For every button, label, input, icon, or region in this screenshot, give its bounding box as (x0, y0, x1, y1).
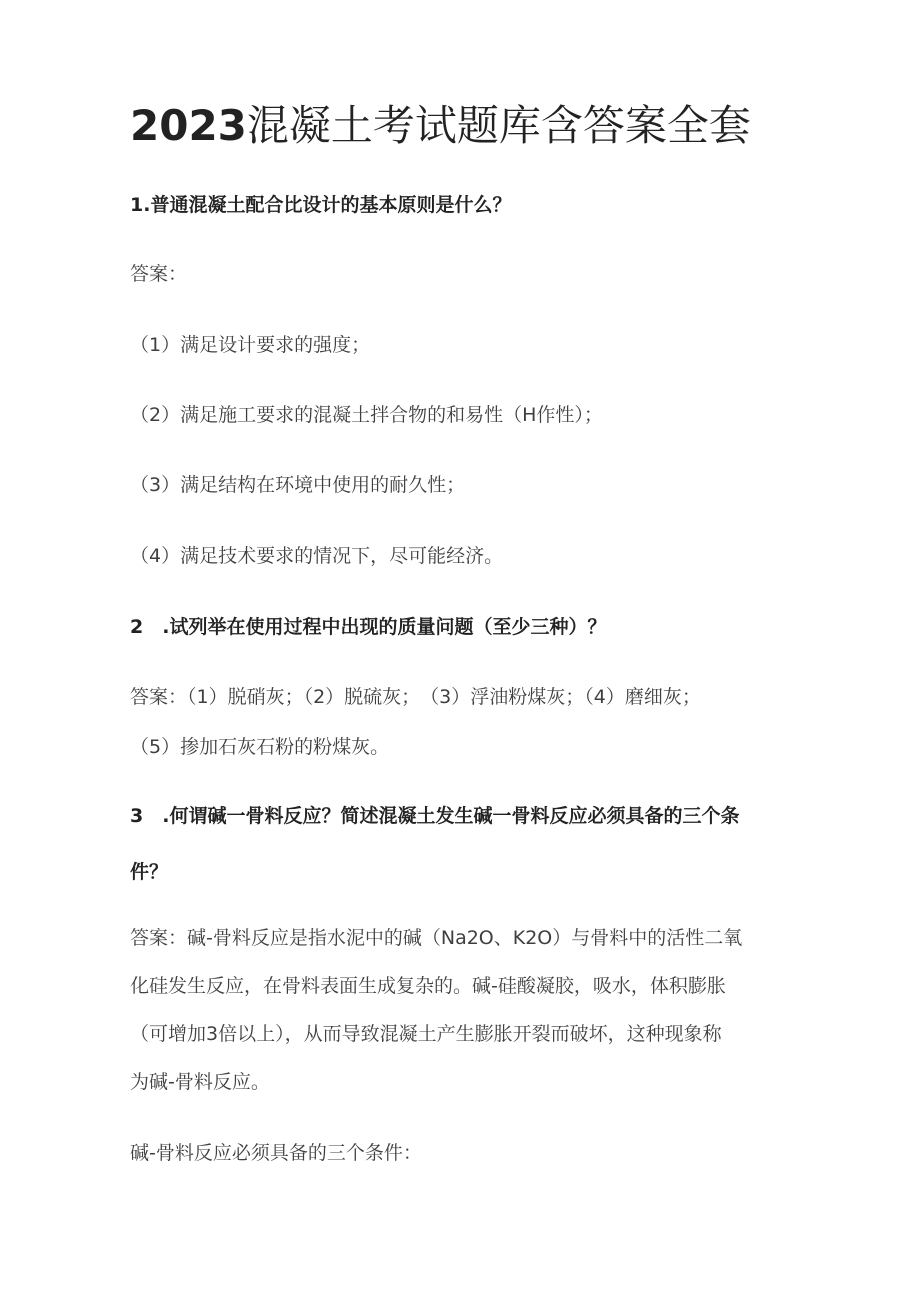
q3-answer-line-3: （可增加3倍以上），从而导致混凝土产生膨胀开裂而破坏，这种现象称 (130, 1023, 722, 1045)
question-2: 2 .试列举在使用过程中出现的质量问题（至少三种）？ (130, 616, 607, 638)
q1-item-2: （2）满足施工要求的混凝土拌合物的和易性（H作性）； (130, 404, 603, 426)
q2-answer-line-1: 答案：（1）脱硝灰；（2）脱硫灰； （3）浮油粉煤灰；（4）磨细灰； (130, 686, 701, 708)
question-3 (130, 788, 739, 900)
q1-answer-label: 答案： (130, 263, 188, 285)
q1-item-3: （3）满足结构在环境中使用的耐久性； (130, 474, 466, 496)
q3-answer-line-4: 为碱-骨料反应。 (130, 1071, 270, 1093)
question-3-line-2: 件？ (130, 861, 169, 883)
question-3-line-1: 3 .何谓碱一骨料反应？简述混凝土发生碱一骨料反应必须具备的三个条 (130, 805, 740, 827)
title-year: 2023 (130, 101, 247, 150)
q1-item-4: （4）满足技术要求的情况下，尽可能经济。 (130, 545, 504, 567)
q3-answer-line-2: 化硅发生反应，在骨料表面生成复杂的。碱-硅酸凝胶，吸水，体积膨胀 (130, 975, 726, 997)
title-text: 混凝土考试题库含答案全套 (246, 101, 751, 150)
q3-answer (130, 914, 790, 1106)
q2-answer-line-2: （5）掺加石灰石粉的粉煤灰。 (130, 736, 390, 758)
q3-answer-line-1: 答案：碱-骨料反应是指水泥中的碱（Na2O、K2O）与骨料中的活性二氧 (130, 927, 743, 949)
q2-answer (130, 672, 790, 772)
document-title (130, 100, 751, 152)
q1-item-1: （1）满足设计要求的强度； (130, 334, 371, 356)
q3-conditions-label: 碱-骨料反应必须具备的三个条件： (130, 1142, 422, 1164)
question-1: 1.普通混凝土配合比设计的基本原则是什么？ (130, 194, 512, 216)
